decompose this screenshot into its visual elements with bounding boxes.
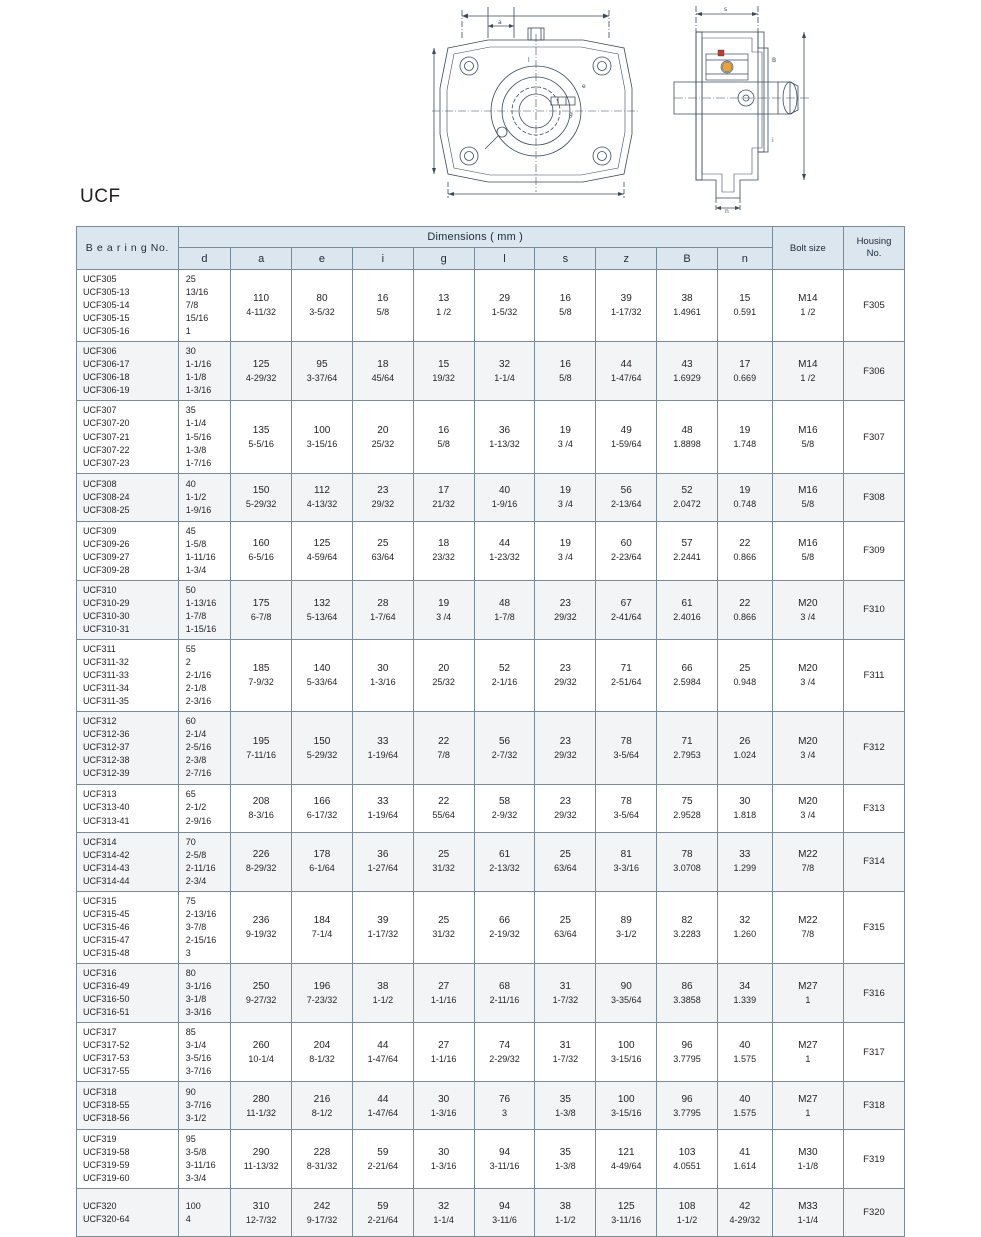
cell-housing-no: F305 (844, 270, 905, 342)
cell-i: 28 1-7/64 (352, 580, 413, 639)
table-row (77, 401, 905, 473)
cell-bearing-no: UCF310 UCF310-29 UCF310-30 UCF310-31 (77, 580, 179, 639)
cell-B: 108 1-1/2 (657, 1189, 718, 1237)
cell-housing-no: F320 (844, 1189, 905, 1237)
header-col-z: z (596, 248, 657, 270)
svg-text:g: g (569, 111, 573, 118)
ucf-flange-front-view-drawing (428, 4, 643, 207)
cell-B: 96 3.7795 (657, 1082, 718, 1130)
cell-e: 125 4-59/64 (292, 521, 353, 580)
cell-n: 22 0.866 (717, 521, 772, 580)
cell-s: 16 5/8 (535, 342, 596, 401)
table-row (77, 640, 905, 712)
cell-d: 50 1-13/16 1-7/8 1-15/16 (178, 580, 230, 639)
svg-text:e: e (582, 83, 586, 90)
cell-n: 25 0.948 (717, 640, 772, 712)
cell-s: 19 3 /4 (535, 521, 596, 580)
table-row (77, 784, 905, 832)
cell-s: 16 5/8 (535, 270, 596, 342)
cell-housing-no: F313 (844, 784, 905, 832)
svg-text:l: l (528, 57, 530, 64)
cell-z: 125 3-11/16 (596, 1189, 657, 1237)
cell-B: 96 3.7795 (657, 1023, 718, 1082)
cell-e: 100 3-15/16 (292, 401, 353, 473)
cell-l: 58 2-9/32 (474, 784, 535, 832)
cell-i: 16 5/8 (352, 270, 413, 342)
cell-z: 100 3-15/16 (596, 1023, 657, 1082)
cell-l: 74 2-29/32 (474, 1023, 535, 1082)
cell-e: 166 6-17/32 (292, 784, 353, 832)
cell-z: 121 4-49/64 (596, 1130, 657, 1189)
cell-housing-no: F314 (844, 832, 905, 891)
cell-z: 71 2-51/64 (596, 640, 657, 712)
cell-s: 23 29/32 (535, 640, 596, 712)
cell-n: 30 1.818 (717, 784, 772, 832)
cell-n: 15 0.591 (717, 270, 772, 342)
cell-g: 25 31/32 (413, 891, 474, 963)
cell-e: 242 9-17/32 (292, 1189, 353, 1237)
table-row (77, 342, 905, 401)
cell-housing-no: F317 (844, 1023, 905, 1082)
cell-g: 15 19/32 (413, 342, 474, 401)
cell-d: 35 1-1/4 1-5/16 1-3/8 1-7/16 (178, 401, 230, 473)
cell-B: 38 1.4961 (657, 270, 718, 342)
cell-housing-no: F319 (844, 1130, 905, 1189)
header-col-n: n (717, 248, 772, 270)
table-row (77, 521, 905, 580)
cell-B: 75 2.9528 (657, 784, 718, 832)
cell-n: 17 0.669 (717, 342, 772, 401)
cell-housing-no: F312 (844, 712, 905, 784)
cell-B: 82 3.2283 (657, 891, 718, 963)
cell-a: 160 6-5/16 (231, 521, 292, 580)
cell-z: 67 2-41/64 (596, 580, 657, 639)
cell-l: 52 2-1/16 (474, 640, 535, 712)
cell-bearing-no: UCF309 UCF309-26 UCF309-27 UCF309-28 (77, 521, 179, 580)
cell-housing-no: F311 (844, 640, 905, 712)
cell-bolt-size: M20 3 /4 (772, 712, 843, 784)
cell-g: 16 5/8 (413, 401, 474, 473)
cell-i: 30 1-3/16 (352, 640, 413, 712)
cell-i: 44 1-47/64 (352, 1082, 413, 1130)
cell-l: 66 2-19/32 (474, 891, 535, 963)
technical-drawings (0, 0, 981, 215)
cell-g: 27 1-1/16 (413, 1023, 474, 1082)
cell-g: 22 7/8 (413, 712, 474, 784)
cell-bolt-size: M27 1 (772, 963, 843, 1022)
cell-i: 23 29/32 (352, 473, 413, 521)
cell-bolt-size: M14 1 /2 (772, 270, 843, 342)
cell-z: 90 3-35/64 (596, 963, 657, 1022)
cell-g: 19 3 /4 (413, 580, 474, 639)
cell-a: 280 11-1/32 (231, 1082, 292, 1130)
cell-l: 44 1-23/32 (474, 521, 535, 580)
table-row (77, 963, 905, 1022)
cell-z: 78 3-5/64 (596, 784, 657, 832)
cell-bearing-no: UCF308 UCF308-24 UCF308-25 (77, 473, 179, 521)
cell-e: 132 5-13/64 (292, 580, 353, 639)
cell-a: 125 4-29/32 (231, 342, 292, 401)
cell-a: 135 5-5/16 (231, 401, 292, 473)
dimensions-table (76, 226, 905, 1237)
cell-a: 150 5-29/32 (231, 473, 292, 521)
table-row (77, 712, 905, 784)
cell-a: 310 12-7/32 (231, 1189, 292, 1237)
cell-d: 95 3-5/8 3-11/16 3-3/4 (178, 1130, 230, 1189)
cell-bolt-size: M16 5/8 (772, 401, 843, 473)
cell-d: 80 3-1/16 3-1/8 3-3/16 (178, 963, 230, 1022)
cell-s: 31 1-7/32 (535, 1023, 596, 1082)
cell-bolt-size: M16 5/8 (772, 473, 843, 521)
cell-B: 66 2.5984 (657, 640, 718, 712)
cell-z: 49 1-59/64 (596, 401, 657, 473)
cell-n: 33 1.299 (717, 832, 772, 891)
cell-g: 13 1 /2 (413, 270, 474, 342)
cell-g: 30 1-3/16 (413, 1130, 474, 1189)
cell-g: 22 55/64 (413, 784, 474, 832)
cell-g: 27 1-1/16 (413, 963, 474, 1022)
cell-bolt-size: M27 1 (772, 1023, 843, 1082)
cell-a: 226 8-29/32 (231, 832, 292, 891)
cell-n: 34 1.339 (717, 963, 772, 1022)
table-row (77, 473, 905, 521)
cell-a: 250 9-27/32 (231, 963, 292, 1022)
cell-l: 40 1-9/16 (474, 473, 535, 521)
cell-e: 184 7-1/4 (292, 891, 353, 963)
svg-text:i: i (772, 137, 774, 144)
cell-z: 39 1-17/32 (596, 270, 657, 342)
cell-d: 30 1-1/16 1-1/8 1-3/16 (178, 342, 230, 401)
cell-i: 25 63/64 (352, 521, 413, 580)
cell-g: 20 25/32 (413, 640, 474, 712)
cell-g: 18 23/32 (413, 521, 474, 580)
cell-bearing-no: UCF315 UCF315-45 UCF315-46 UCF315-47 UCF315-48 (77, 891, 179, 963)
header-col-i: i (352, 248, 413, 270)
cell-bearing-no: UCF318 UCF318-55 UCF318-56 (77, 1082, 179, 1130)
cell-n: 26 1.024 (717, 712, 772, 784)
table-row (77, 1082, 905, 1130)
cell-i: 39 1-17/32 (352, 891, 413, 963)
cell-n: 19 1.748 (717, 401, 772, 473)
header-dimensions-group: Dimensions ( mm ) (178, 227, 772, 248)
cell-bolt-size: M20 3 /4 (772, 640, 843, 712)
cell-z: 81 3-3/16 (596, 832, 657, 891)
cell-z: 44 1-47/64 (596, 342, 657, 401)
cell-e: 95 3-37/64 (292, 342, 353, 401)
table-row (77, 891, 905, 963)
cell-d: 100 4 (178, 1189, 230, 1237)
cell-d: 90 3-7/16 3-1/2 (178, 1082, 230, 1130)
cell-a: 195 7-11/16 (231, 712, 292, 784)
cell-d: 65 2-1/2 2-9/16 (178, 784, 230, 832)
cell-bolt-size: M14 1 /2 (772, 342, 843, 401)
cell-a: 260 10-1/4 (231, 1023, 292, 1082)
cell-B: 43 1.6929 (657, 342, 718, 401)
cell-i: 33 1-19/64 (352, 712, 413, 784)
svg-text:B: B (772, 57, 777, 64)
cell-l: 48 1-7/8 (474, 580, 535, 639)
cell-B: 86 3.3858 (657, 963, 718, 1022)
header-bearing-no: B e a r i n g No. (77, 227, 179, 270)
cell-B: 57 2.2441 (657, 521, 718, 580)
cell-l: 56 2-7/32 (474, 712, 535, 784)
header-col-a: a (231, 248, 292, 270)
cell-i: 36 1-27/64 (352, 832, 413, 891)
cell-bolt-size: M22 7/8 (772, 832, 843, 891)
cell-s: 25 63/64 (535, 891, 596, 963)
cell-l: 36 1-13/32 (474, 401, 535, 473)
cell-e: 216 8-1/2 (292, 1082, 353, 1130)
cell-housing-no: F316 (844, 963, 905, 1022)
cell-n: 40 1.575 (717, 1082, 772, 1130)
svg-text:a: a (498, 19, 502, 26)
cell-bolt-size: M30 1-1/8 (772, 1130, 843, 1189)
cell-l: 94 3-11/6 (474, 1189, 535, 1237)
cell-d: 75 2-13/16 3-7/8 2-15/16 3 (178, 891, 230, 963)
cell-z: 78 3-5/64 (596, 712, 657, 784)
table-row (77, 1023, 905, 1082)
cell-housing-no: F306 (844, 342, 905, 401)
cell-i: 59 2-21/64 (352, 1130, 413, 1189)
cell-l: 68 2-11/16 (474, 963, 535, 1022)
cell-a: 208 8-3/16 (231, 784, 292, 832)
cell-g: 32 1-1/4 (413, 1189, 474, 1237)
cell-bearing-no: UCF320 UCF320-64 (77, 1189, 179, 1237)
cell-i: 44 1-47/64 (352, 1023, 413, 1082)
header-housing-line1: Housing (856, 236, 892, 248)
cell-i: 59 2-21/64 (352, 1189, 413, 1237)
cell-bearing-no: UCF313 UCF313-40 UCF313-41 (77, 784, 179, 832)
table-row (77, 832, 905, 891)
cell-d: 60 2-1/4 2-5/16 2-3/8 2-7/16 (178, 712, 230, 784)
cell-d: 40 1-1/2 1-9/16 (178, 473, 230, 521)
cell-d: 85 3-1/4 3-5/16 3-7/16 (178, 1023, 230, 1082)
cell-B: 103 4.0551 (657, 1130, 718, 1189)
cell-bolt-size: M20 3 /4 (772, 784, 843, 832)
table-body (77, 270, 905, 1237)
cell-z: 60 2-23/64 (596, 521, 657, 580)
cell-s: 19 3 /4 (535, 473, 596, 521)
cell-n: 42 4-29/32 (717, 1189, 772, 1237)
cell-s: 23 29/32 (535, 784, 596, 832)
cell-s: 31 1-7/32 (535, 963, 596, 1022)
cell-i: 18 45/64 (352, 342, 413, 401)
cell-e: 204 8-1/32 (292, 1023, 353, 1082)
cell-z: 89 3-1/2 (596, 891, 657, 963)
cell-housing-no: F308 (844, 473, 905, 521)
cell-housing-no: F318 (844, 1082, 905, 1130)
cell-bearing-no: UCF319 UCF319-58 UCF319-59 UCF319-60 (77, 1130, 179, 1189)
cell-bolt-size: M27 1 (772, 1082, 843, 1130)
cell-bolt-size: M16 5/8 (772, 521, 843, 580)
header-col-d: d (178, 248, 230, 270)
cell-housing-no: F315 (844, 891, 905, 963)
cell-e: 150 5-29/32 (292, 712, 353, 784)
cell-n: 19 0.748 (717, 473, 772, 521)
cell-housing-no: F310 (844, 580, 905, 639)
cell-g: 30 1-3/16 (413, 1082, 474, 1130)
cell-n: 40 1.575 (717, 1023, 772, 1082)
cell-a: 110 4-11/32 (231, 270, 292, 342)
svg-text:s: s (724, 6, 728, 13)
cell-z: 100 3-15/16 (596, 1082, 657, 1130)
header-housing-no (844, 227, 905, 270)
table-row (77, 1189, 905, 1237)
cell-i: 33 1-19/64 (352, 784, 413, 832)
cell-i: 38 1-1/2 (352, 963, 413, 1022)
cell-l: 29 1-5/32 (474, 270, 535, 342)
header-bolt-size: Bolt size (772, 227, 843, 270)
cell-z: 56 2-13/64 (596, 473, 657, 521)
cell-d: 55 2 2-1/16 2-1/8 2-3/16 (178, 640, 230, 712)
cell-s: 25 63/64 (535, 832, 596, 891)
header-housing-line2: No. (866, 248, 882, 259)
table-row (77, 270, 905, 342)
cell-n: 41 1.614 (717, 1130, 772, 1189)
cell-d: 25 13/16 7/8 15/16 1 (178, 270, 230, 342)
header-col-g: g (413, 248, 474, 270)
cell-B: 78 3.0708 (657, 832, 718, 891)
cell-l: 94 3-11/16 (474, 1130, 535, 1189)
cell-e: 140 5-33/64 (292, 640, 353, 712)
cell-l: 32 1-1/4 (474, 342, 535, 401)
dimensions-table-wrapper (76, 226, 905, 1237)
table-row (77, 580, 905, 639)
cell-l: 61 2-13/32 (474, 832, 535, 891)
cell-e: 80 3-5/32 (292, 270, 353, 342)
cell-bearing-no: UCF317 UCF317-52 UCF317-53 UCF317-55 (77, 1023, 179, 1082)
cell-s: 35 1-3/8 (535, 1082, 596, 1130)
cell-g: 17 21/32 (413, 473, 474, 521)
cell-housing-no: F307 (844, 401, 905, 473)
cell-bolt-size: M22 7/8 (772, 891, 843, 963)
header-col-B: B (657, 248, 718, 270)
cell-n: 22 0.866 (717, 580, 772, 639)
cell-a: 185 7-9/32 (231, 640, 292, 712)
cell-s: 23 29/32 (535, 580, 596, 639)
cell-bearing-no: UCF311 UCF311-32 UCF311-33 UCF311-34 UCF311-35 (77, 640, 179, 712)
cell-d: 45 1-5/8 1-11/16 1-3/4 (178, 521, 230, 580)
cell-bolt-size: M33 1-1/4 (772, 1189, 843, 1237)
cell-a: 175 6-7/8 (231, 580, 292, 639)
page-title: UCF (80, 186, 121, 207)
cell-g: 25 31/32 (413, 832, 474, 891)
cell-housing-no: F309 (844, 521, 905, 580)
cell-bearing-no: UCF305 UCF305-13 UCF305-14 UCF305-15 UCF305-16 (77, 270, 179, 342)
header-col-l: l (474, 248, 535, 270)
cell-a: 236 9-19/32 (231, 891, 292, 963)
cell-e: 228 8-31/32 (292, 1130, 353, 1189)
cell-d: 70 2-5/8 2-11/16 2-3/4 (178, 832, 230, 891)
cell-i: 20 25/32 (352, 401, 413, 473)
cell-bearing-no: UCF307 UCF307-20 UCF307-21 UCF307-22 UCF307-23 (77, 401, 179, 473)
cell-e: 112 4-13/32 (292, 473, 353, 521)
cell-bearing-no: UCF306 UCF306-17 UCF306-18 UCF306-19 (77, 342, 179, 401)
cell-e: 178 6-1/64 (292, 832, 353, 891)
cell-bearing-no: UCF312 UCF312-36 UCF312-37 UCF312-38 UCF312-39 (77, 712, 179, 784)
cell-B: 52 2.0472 (657, 473, 718, 521)
header-col-e: e (292, 248, 353, 270)
cell-s: 19 3 /4 (535, 401, 596, 473)
cell-B: 48 1.8898 (657, 401, 718, 473)
header-col-s: s (535, 248, 596, 270)
cell-s: 23 29/32 (535, 712, 596, 784)
cell-l: 76 3 (474, 1082, 535, 1130)
cell-bearing-no: UCF314 UCF314-42 UCF314-43 UCF314-44 (77, 832, 179, 891)
svg-text:n: n (725, 208, 729, 214)
table-row (77, 1130, 905, 1189)
cell-bolt-size: M20 3 /4 (772, 580, 843, 639)
cell-B: 71 2.7953 (657, 712, 718, 784)
cell-s: 35 1-3/8 (535, 1130, 596, 1189)
cell-a: 290 11-13/32 (231, 1130, 292, 1189)
cell-bearing-no: UCF316 UCF316-49 UCF316-50 UCF316-51 (77, 963, 179, 1022)
cell-s: 38 1-1/2 (535, 1189, 596, 1237)
table-header (77, 227, 905, 270)
ucf-flange-side-section-drawing (672, 2, 812, 219)
cell-e: 196 7-23/32 (292, 963, 353, 1022)
cell-n: 32 1.260 (717, 891, 772, 963)
cell-B: 61 2.4016 (657, 580, 718, 639)
